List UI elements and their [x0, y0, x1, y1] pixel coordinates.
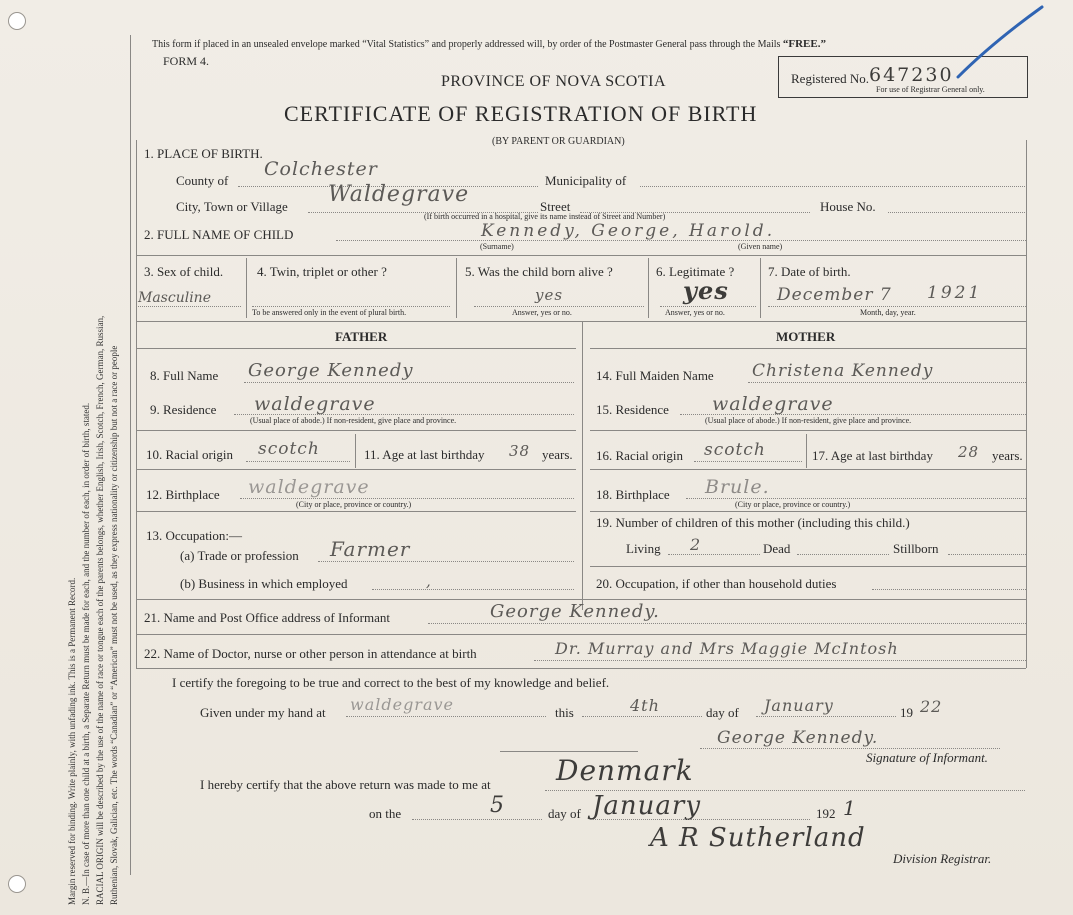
margin-note-multiple-births: N. B.—In case of more than one child at a birth, a Separate Return must be made for each, and the number of each, in order of birth, stated. [81, 402, 91, 905]
given-month-line [756, 716, 896, 717]
father-age-divider [355, 434, 356, 468]
given-place-value: waldegrave [350, 695, 454, 714]
living-label: Living [626, 541, 661, 556]
dead-line [797, 554, 889, 555]
father-age-years: years. [542, 447, 573, 462]
father-birthplace-value: waldegrave [248, 476, 370, 498]
city-value: Waldegrave [328, 182, 470, 207]
attendant-line [534, 660, 1026, 661]
registrar-day-value: 5 [490, 793, 505, 818]
col-divider-4 [456, 258, 457, 318]
father-name-value: George Kennedy [248, 360, 414, 381]
registrar-place-value: Denmark [556, 754, 694, 787]
given-year-prefix: 19 [900, 705, 913, 720]
given-name-note: (Given name) [738, 242, 783, 251]
attendant-label: 22. Name of Doctor, nurse or other person in attendance at birth [144, 646, 477, 661]
informant-label: 21. Name and Post Office address of Informant [144, 610, 390, 625]
father-business-line [372, 589, 574, 590]
certificate-subtitle: (BY PARENT OR GUARDIAN) [492, 136, 625, 147]
informant-signature-line [700, 748, 1000, 749]
alive-label: 5. Was the child born alive ? [465, 264, 613, 279]
racial-rule-father [136, 469, 576, 470]
father-residence-label: 9. Residence [150, 402, 217, 417]
given-day-of-label: day of [706, 705, 739, 720]
informant-value: George Kennedy. [490, 601, 660, 622]
registered-label: Registered No. [791, 71, 869, 86]
father-trade-line [318, 561, 574, 562]
alive-value: yes [535, 286, 564, 304]
registrar-day-line [412, 819, 542, 820]
father-racial-label: 10. Racial origin [146, 447, 234, 462]
given-year-value: 22 [920, 697, 943, 716]
father-residence-line [234, 414, 574, 415]
form-left-border [136, 140, 137, 668]
racial-rule-mother [590, 469, 1026, 470]
given-label: Given under my hand at [200, 705, 326, 720]
father-name-label: 8. Full Name [150, 368, 219, 383]
registered-number: 647230 [869, 64, 954, 86]
pen-mark-icon [950, 5, 1050, 85]
given-day-value: 4th [630, 696, 660, 715]
father-occupation-label: 13. Occupation:— [146, 528, 243, 543]
father-birthplace-note: (City or place, province or country.) [296, 500, 412, 509]
sex-value: Masculine [138, 290, 211, 306]
margin-rule [130, 35, 131, 875]
certification-rule [500, 751, 638, 752]
form-right-border [1026, 140, 1027, 668]
sex-line [136, 306, 241, 307]
residence-rule-mother [590, 430, 1026, 431]
street-note: (If birth occurred in a hospital, give its name instead of Street and Number) [424, 212, 666, 221]
mother-racial-line [694, 461, 802, 462]
mother-name-label: 14. Full Maiden Name [596, 368, 714, 383]
legitimate-note: Answer, yes or no. [665, 308, 725, 317]
municipality-line [640, 186, 1025, 187]
city-label: City, Town or Village [176, 199, 288, 214]
registered-note: For use of Registrar General only. [876, 85, 985, 94]
registrar-year-value: 1 [843, 796, 857, 820]
children-rule [590, 566, 1026, 567]
alive-line [474, 306, 644, 307]
dob-line [768, 306, 1026, 307]
postal-note [152, 37, 826, 52]
mother-birthplace-line [686, 498, 1026, 499]
binding-hole-top [8, 12, 26, 30]
form-number: FORM 4. [163, 54, 210, 68]
birthplace-rule-father [136, 511, 576, 512]
mother-heading: MOTHER [776, 329, 836, 344]
living-value: 2 [690, 535, 702, 554]
house-number-label: House No. [820, 199, 876, 214]
legitimate-label: 6. Legitimate ? [656, 264, 735, 279]
registrar-month-line [590, 819, 810, 820]
registrar-year-prefix: 192 [816, 806, 836, 821]
informant-line [428, 623, 1026, 624]
father-age-label: 11. Age at last birthday [364, 447, 485, 462]
twin-line [252, 306, 450, 307]
informant-signature-label: Signature of Informant. [866, 750, 988, 765]
street-label: Street [540, 199, 571, 214]
given-place-line [346, 716, 546, 717]
father-trade-label: (a) Trade or profession [180, 548, 299, 563]
mother-heading-rule [590, 348, 1026, 349]
father-age-value: 38 [509, 442, 531, 460]
margin-note-binding: Margin reserved for binding. Write plainly, with unfading ink. This is a Permanent Record. [67, 577, 77, 905]
certificate-title: CERTIFICATE OF REGISTRATION OF BIRTH [284, 101, 758, 126]
given-month-value: January [764, 696, 834, 715]
province-heading: PROVINCE OF NOVA SCOTIA [441, 73, 667, 90]
row-divider-2 [136, 321, 1026, 322]
dob-label: 7. Date of birth. [768, 264, 851, 279]
postal-free: “FREE.” [782, 38, 826, 50]
father-business-label: (b) Business in which employed [180, 576, 348, 591]
binding-hole-bottom [8, 875, 26, 893]
residence-rule-father [136, 430, 576, 431]
birthplace-rule-mother [590, 511, 1026, 512]
father-name-line [244, 382, 574, 383]
mother-age-years: years. [992, 448, 1023, 463]
place-of-birth-heading: 1. PLACE OF BIRTH. [144, 146, 263, 161]
father-heading-rule [136, 348, 576, 349]
mother-name-line [748, 382, 1026, 383]
father-residence-note: (Usual place of abode.) If non-resident, give place and province. [250, 416, 457, 425]
col-divider-3 [246, 258, 247, 318]
mother-age-divider [806, 434, 807, 468]
col-divider-5 [648, 258, 649, 318]
attendant-value: Dr. Murray and Mrs Maggie McIntosh [555, 639, 899, 658]
alive-note: Answer, yes or no. [512, 308, 572, 317]
father-racial-line [246, 461, 350, 462]
mother-racial-value: scotch [704, 440, 766, 460]
given-day-line [582, 716, 702, 717]
certify-statement: I certify the foregoing to be true and correct to the best of my knowledge and belief. [172, 675, 610, 690]
mother-occupation-line [872, 589, 1026, 590]
mother-occupation-label: 20. Occupation, if other than household duties [596, 576, 837, 591]
county-label: County of [176, 173, 229, 188]
dob-year: 1921 [927, 283, 983, 303]
registrar-signature: A R Sutherland [650, 823, 866, 853]
registrar-statement: I hereby certify that the above return was made to me at [200, 777, 491, 792]
margin-note-racial-origin: RACIAL ORIGIN will be described by the use of the name of race or tongue each of the parents belongs, whether English, Irish, Scotch, French, German, Russian, [95, 315, 105, 905]
given-this-label: this [555, 705, 574, 720]
dead-label: Dead [763, 541, 791, 556]
father-trade-value: Farmer [330, 537, 411, 561]
mother-age-value: 28 [958, 443, 980, 461]
registrar-on-label: on the [369, 806, 402, 821]
registrar-month-value: January [592, 791, 702, 821]
child-name-value: Kennedy, George, Harold. [481, 221, 776, 241]
registrar-day-of-label: day of [548, 806, 581, 821]
father-residence-value: waldegrave [254, 393, 376, 415]
dob-note: Month, day, year. [860, 308, 916, 317]
row-divider-1 [136, 255, 1026, 256]
postal-note-text: This form if placed in an unsealed envelope marked “Vital Statistics” and properly addressed will, by order of the Postmaster General pass through the Mails [152, 39, 781, 50]
mother-racial-label: 16. Racial origin [596, 448, 684, 463]
county-value: Colchester [264, 158, 378, 180]
col-divider-6 [760, 258, 761, 318]
informant-signature: George Kennedy. [717, 728, 879, 748]
living-line [668, 554, 760, 555]
child-name-label: 2. FULL NAME OF CHILD [144, 227, 294, 242]
margin-note-racial-words: Ruthenian, Slovak, Galician, etc. The words “Canadian” or “American” must not be used, as they express nationality or citizenship but not a race or people [109, 345, 119, 905]
father-birthplace-line [240, 498, 574, 499]
mother-birthplace-value: Brule. [705, 476, 770, 498]
house-number-line [888, 212, 1025, 213]
children-count-label: 19. Number of children of this mother (including this child.) [596, 515, 910, 530]
row-divider-5 [136, 668, 1026, 669]
row-divider-3 [136, 599, 1026, 600]
twin-label: 4. Twin, triplet or other ? [257, 264, 387, 279]
stillborn-line [948, 554, 1026, 555]
mother-residence-value: waldegrave [712, 393, 834, 415]
father-heading: FATHER [335, 329, 388, 344]
mother-name-value: Christena Kennedy [752, 361, 934, 381]
mother-residence-note: (Usual place of abode.) If non-resident, give place and province. [705, 416, 912, 425]
surname-note: (Surname) [480, 242, 514, 251]
father-business-value: , [426, 572, 432, 590]
stillborn-label: Stillborn [893, 541, 939, 556]
mother-residence-label: 15. Residence [596, 402, 669, 417]
municipality-label: Municipality of [545, 173, 627, 188]
parents-divider [582, 322, 583, 610]
mother-residence-line [680, 414, 1026, 415]
legitimate-value: yes [683, 276, 729, 305]
mother-birthplace-label: 18. Birthplace [596, 487, 670, 502]
sex-label: 3. Sex of child. [144, 264, 224, 279]
mother-age-label: 17. Age at last birthday [812, 448, 933, 463]
registrar-signature-label: Division Registrar. [893, 851, 992, 866]
mother-birthplace-note: (City or place, province or country.) [735, 500, 851, 509]
row-divider-4 [136, 634, 1026, 635]
father-racial-value: scotch [258, 439, 320, 459]
dob-month-day: December 7 [777, 285, 892, 305]
twin-note: To be answered only in the event of plural birth. [252, 308, 407, 317]
father-birthplace-label: 12. Birthplace [146, 487, 220, 502]
legitimate-line [660, 306, 756, 307]
